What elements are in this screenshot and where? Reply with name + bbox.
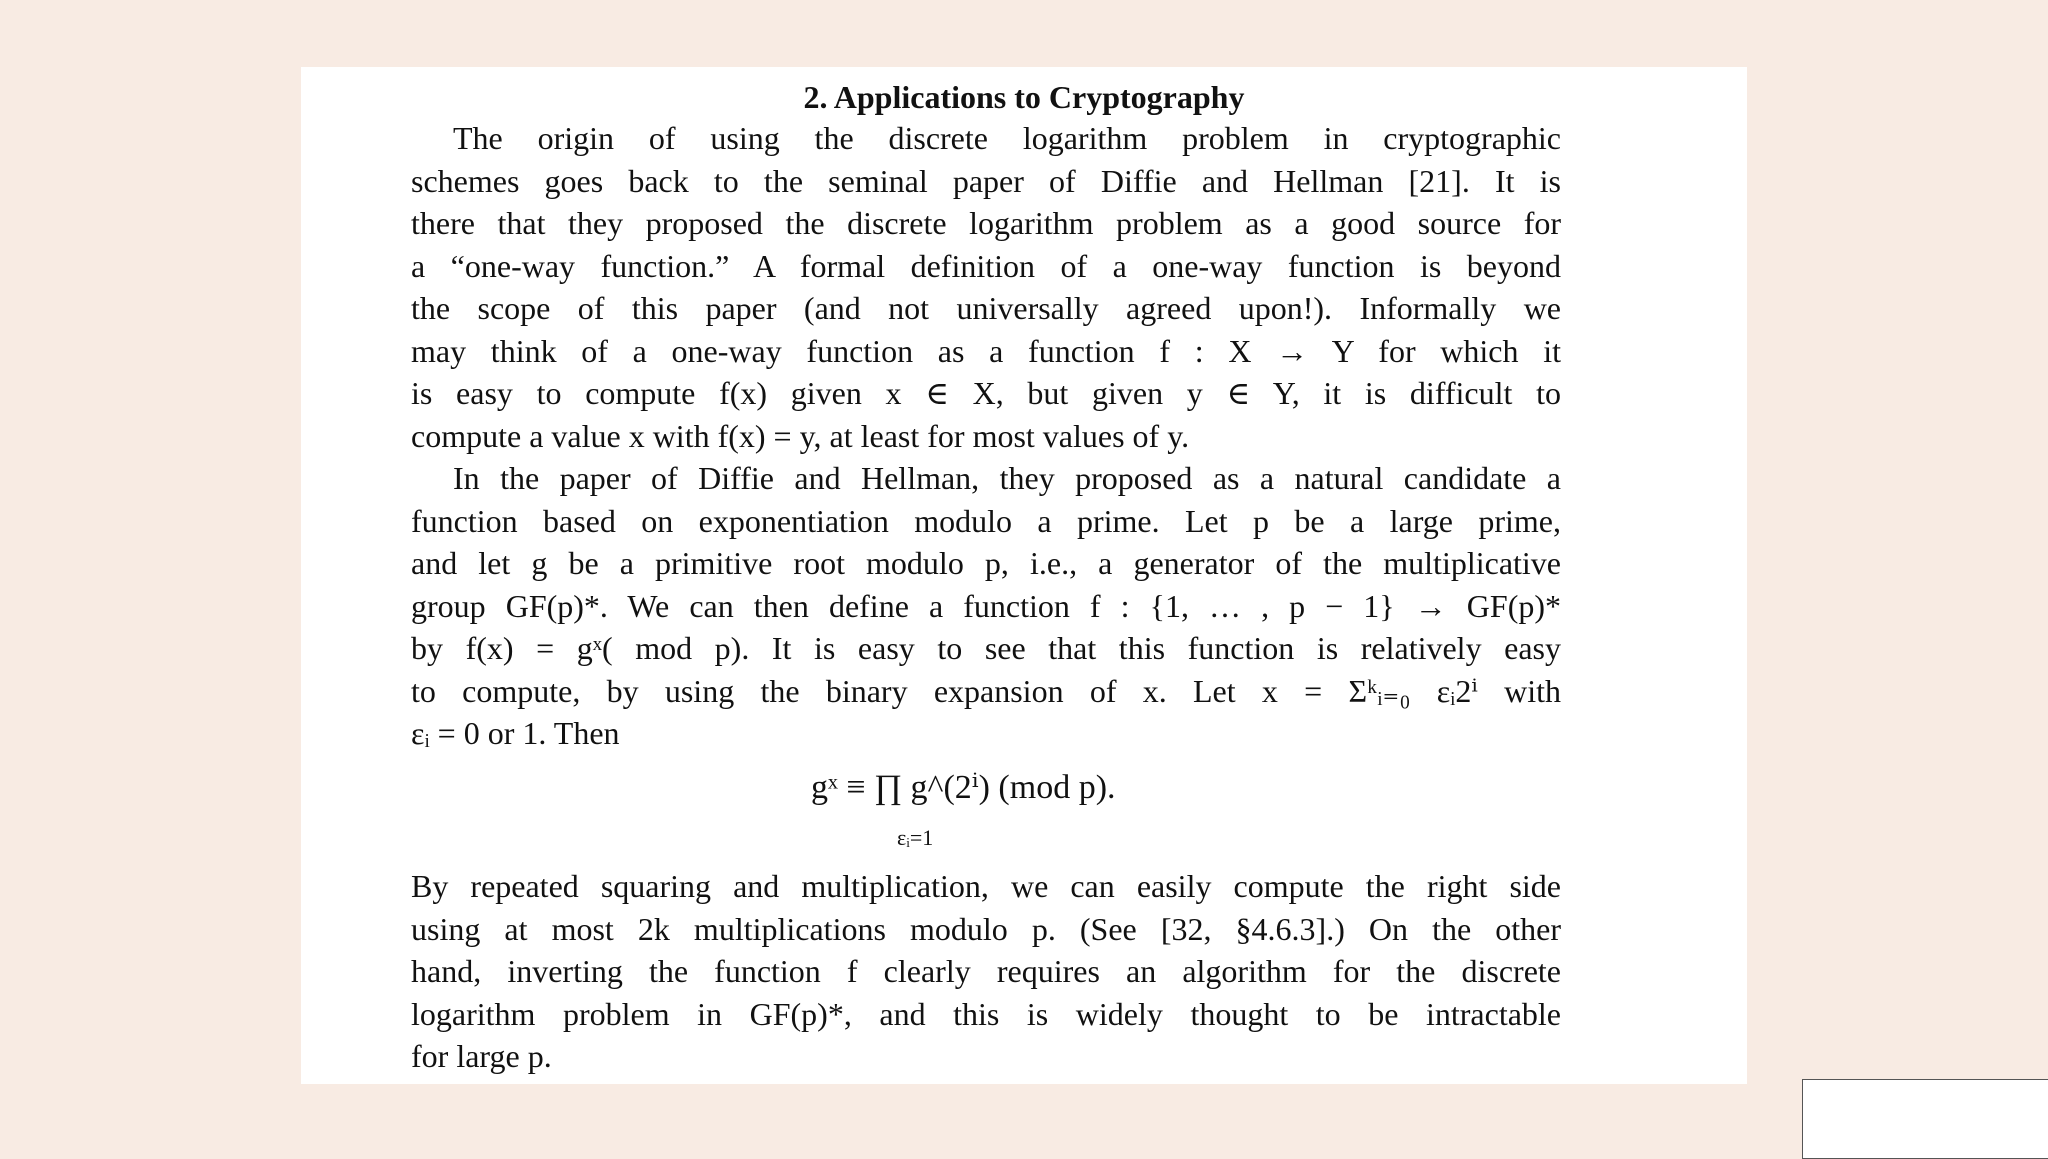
text-line: the scope of this paper (and not universally agreed upon!). Informally we <box>411 290 1561 326</box>
text-line: logarithm problem in GF(p)*, and this is widely thought to be intractable <box>411 995 1561 1032</box>
paragraph-3 <box>411 865 1561 1078</box>
section-title: 2. Applications to Cryptography <box>803 79 1245 115</box>
text-line: The origin of using the discrete logarithm problem in cryptographic <box>453 120 1561 156</box>
text-line: a “one-way function.” A formal definition of a one-way function is beyond <box>411 247 1561 284</box>
text-line: By repeated squaring and multiplication, we can easily compute the right side <box>411 868 1561 904</box>
text-line: group GF(p)*. We can then define a function f : {1, … , p − 1} → GF(p)* <box>411 587 1561 624</box>
text-line: and let g be a primitive root modulo p, i.e., a generator of the multiplicative <box>411 545 1561 581</box>
text-line: hand, inverting the function f clearly requires an algorithm for the discrete <box>411 953 1561 989</box>
text-line: function based on exponentiation modulo a prime. Let p be a large prime, <box>411 502 1561 539</box>
paper-page <box>301 67 1747 1084</box>
text-line: using at most 2k multiplications modulo p. (See [32, §4.6.3].) On the other <box>411 910 1561 947</box>
paragraph-1 <box>411 117 1561 457</box>
text-line: εᵢ = 0 or 1. Then <box>411 715 620 751</box>
text-line: there that they proposed the discrete logarithm problem as a good source for <box>411 205 1561 241</box>
text-line: compute a value x with f(x) = y, at least for most values of y. <box>411 417 1190 454</box>
corner-frame <box>1802 1079 2048 1159</box>
text-line: by f(x) = gˣ( mod p). It is easy to see that this function is relatively easy <box>411 630 1561 666</box>
paragraph-2 <box>411 457 1561 755</box>
equation: gˣ ≡ ∏ g^(2ⁱ) (mod p). <box>811 769 1116 806</box>
text-line: is easy to compute f(x) given x ∈ X, but given y ∈ Y, it is difficult to <box>411 375 1561 411</box>
text-line: for large p. <box>411 1038 552 1074</box>
text-line: to compute, by using the binary expansion of x. Let x = Σᵏᵢ₌₀ εᵢ2ⁱ with <box>411 672 1561 709</box>
text-line: schemes goes back to the seminal paper of Diffie and Hellman [21]. It is <box>411 162 1561 199</box>
text-line: In the paper of Diffie and Hellman, they proposed as a natural candidate a <box>453 460 1561 496</box>
equation-index: εᵢ=1 <box>897 825 934 850</box>
text-line: may think of a one-way function as a function f : X → Y for which it <box>411 332 1561 369</box>
